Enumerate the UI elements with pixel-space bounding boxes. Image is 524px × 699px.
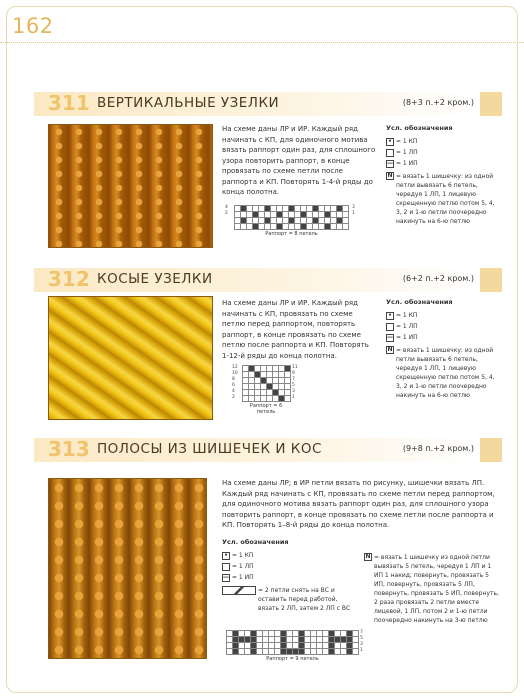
knitting-chart: 4 2 3 1 Раппорт = 8 петель bbox=[225, 205, 355, 237]
chart-grid bbox=[234, 205, 349, 230]
section-number: 311 bbox=[48, 91, 90, 115]
knitting-photo bbox=[48, 124, 213, 248]
bobble-symbol-icon: N bbox=[365, 553, 371, 560]
knit-symbol-icon bbox=[222, 563, 230, 571]
bobble-legend bbox=[364, 550, 500, 625]
knitting-chart: 7 5 3 1 Раппорт = 9 петель bbox=[226, 630, 359, 662]
section-title: ВЕРТИКАЛЬНЫЕ УЗЕЛКИ bbox=[97, 95, 280, 111]
legend-item: = 1 ЛП bbox=[386, 147, 496, 158]
chart-caption: Раппорт = 8 петель bbox=[265, 231, 318, 237]
knitting-photo bbox=[48, 296, 213, 420]
cable-symbol-icon bbox=[222, 586, 256, 595]
legend bbox=[386, 298, 496, 400]
chart-grid bbox=[226, 630, 359, 655]
section-repeat: (8+3 п.+2 кром.) bbox=[402, 98, 474, 107]
legend-item: • = 1 КП bbox=[222, 550, 358, 561]
section-title: ПОЛОСЫ ИЗ ШИШЕЧЕК И КОС bbox=[97, 441, 322, 457]
purl-edge-symbol-icon: • bbox=[386, 138, 394, 146]
legend-item: — = 1 ИП bbox=[223, 573, 254, 581]
page-number: 162 bbox=[12, 14, 54, 38]
bobble-symbol-icon: N bbox=[387, 346, 393, 353]
chart-caption: Раппорт = 6 петель bbox=[249, 403, 283, 415]
section-title-bar bbox=[34, 268, 502, 292]
legend-item: — = 1 ИП bbox=[387, 159, 418, 167]
cable-legend-note: = 2 петли снять на ВС и оставить перед работой, вязать 2 ЛП, затем 2 ЛП с ВС bbox=[222, 586, 358, 613]
legend-title: Усл. обозначения bbox=[386, 124, 453, 132]
legend-title: Усл. обозначения bbox=[386, 298, 453, 306]
pattern-description: На схеме даны ЛР и ИР. Каждый ряд начинать с КП, для одиночного мотива вязать раппорт один раз, для сплошного узора повторить раппорт, в конце провязать по схеме петли после раппорта и КП. Повторять 1-4-й ряды до конца полотна. bbox=[222, 125, 376, 196]
legend-item: — = 1 ИП bbox=[387, 333, 418, 341]
knit-symbol-icon bbox=[386, 323, 394, 331]
legend-note: N = вязать 1 шишечку: из одной петли вывязать 6 петель, чередуя 1 ЛП, 1 лицевую скрещенную петлю потом 5, 4, 3, 2 и 1-ю петли поочередно накинуть на 6-ю петлю bbox=[387, 172, 495, 225]
purl-symbol-icon: — bbox=[223, 573, 229, 581]
section-title: КОСЫЕ УЗЕЛКИ bbox=[97, 271, 213, 287]
bobble-symbol-icon: N bbox=[387, 172, 393, 179]
legend-item: • = 1 КП bbox=[386, 310, 496, 321]
chart-grid bbox=[242, 365, 291, 402]
purl-edge-symbol-icon: • bbox=[222, 552, 230, 560]
pattern-description: На схеме даны ЛР; в ИР петли вязать по рисунку, шишечки вязать ЛП. Каждый ряд начинать с КП, провязать по схеме петли перед раппортом, для одиночного мотива вязать раппорт один раз, для сплошного узора повторить раппорт, в конце провязать по схеме петли после раппорта и КП. Повторять 1–8-й ряды до конца полотна. bbox=[222, 479, 495, 529]
section-repeat: (6+2 п.+2 кром.) bbox=[402, 274, 474, 283]
purl-edge-symbol-icon: • bbox=[386, 312, 394, 320]
legend-item: = 1 ЛП bbox=[386, 321, 496, 332]
legend bbox=[386, 124, 496, 226]
legend-note: N = вязать 1 шишечку из одной петли вывязать 5 петель, чередуя 1 ЛП и 1 ИП 1 накид; повернуть, провязать 5 ИП, повернуть, провязать 5 ЛП, повернуть, провязать 5 ИП, повернуть, 2 раза провязать 2 петли вместе лицевой, 1 ЛП, потом 2 и 1-ю петли поочередно накинуть на 3-ю петлю bbox=[365, 553, 499, 624]
knitting-chart: 12 10 8 6 4 2 11 9 7 5 3 1 Раппорт = 6 петель bbox=[232, 365, 298, 415]
purl-symbol-icon: — bbox=[387, 333, 393, 341]
knit-symbol-icon bbox=[386, 149, 394, 157]
header-divider bbox=[0, 42, 524, 43]
legend-title: Усл. обозначения bbox=[222, 538, 289, 546]
purl-symbol-icon: — bbox=[387, 159, 393, 167]
legend-note: N = вязать 1 шишечку: из одной петли вывязать 6 петель, чередуя 1 ЛП, 1 лицевую скрещенную петлю потом 5, 4, 3, 2 и 1-ю петли поочередно накинуть на 6-ю петлю bbox=[387, 346, 495, 399]
section-number: 312 bbox=[48, 267, 90, 291]
knitting-photo bbox=[48, 478, 207, 659]
legend bbox=[222, 538, 358, 613]
legend-item: • = 1 КП bbox=[386, 136, 496, 147]
section-title-bar bbox=[34, 438, 502, 462]
section-repeat: (9+8 п.+2 кром.) bbox=[402, 444, 474, 453]
section-title-bar bbox=[34, 92, 502, 116]
legend-item: = 1 ЛП bbox=[222, 561, 358, 572]
pattern-description: На схеме даны ЛР и ИР. Каждый ряд начинать с КП, провязать по схеме петлю перед раппортом, повторять раппорт, в конце провязать по схеме петлю после раппорта и КП. Повторять 1-12-й ряды до конца полотна. bbox=[222, 299, 369, 360]
chart-caption: Раппорт = 9 петель bbox=[266, 656, 319, 662]
section-number: 313 bbox=[48, 437, 90, 461]
